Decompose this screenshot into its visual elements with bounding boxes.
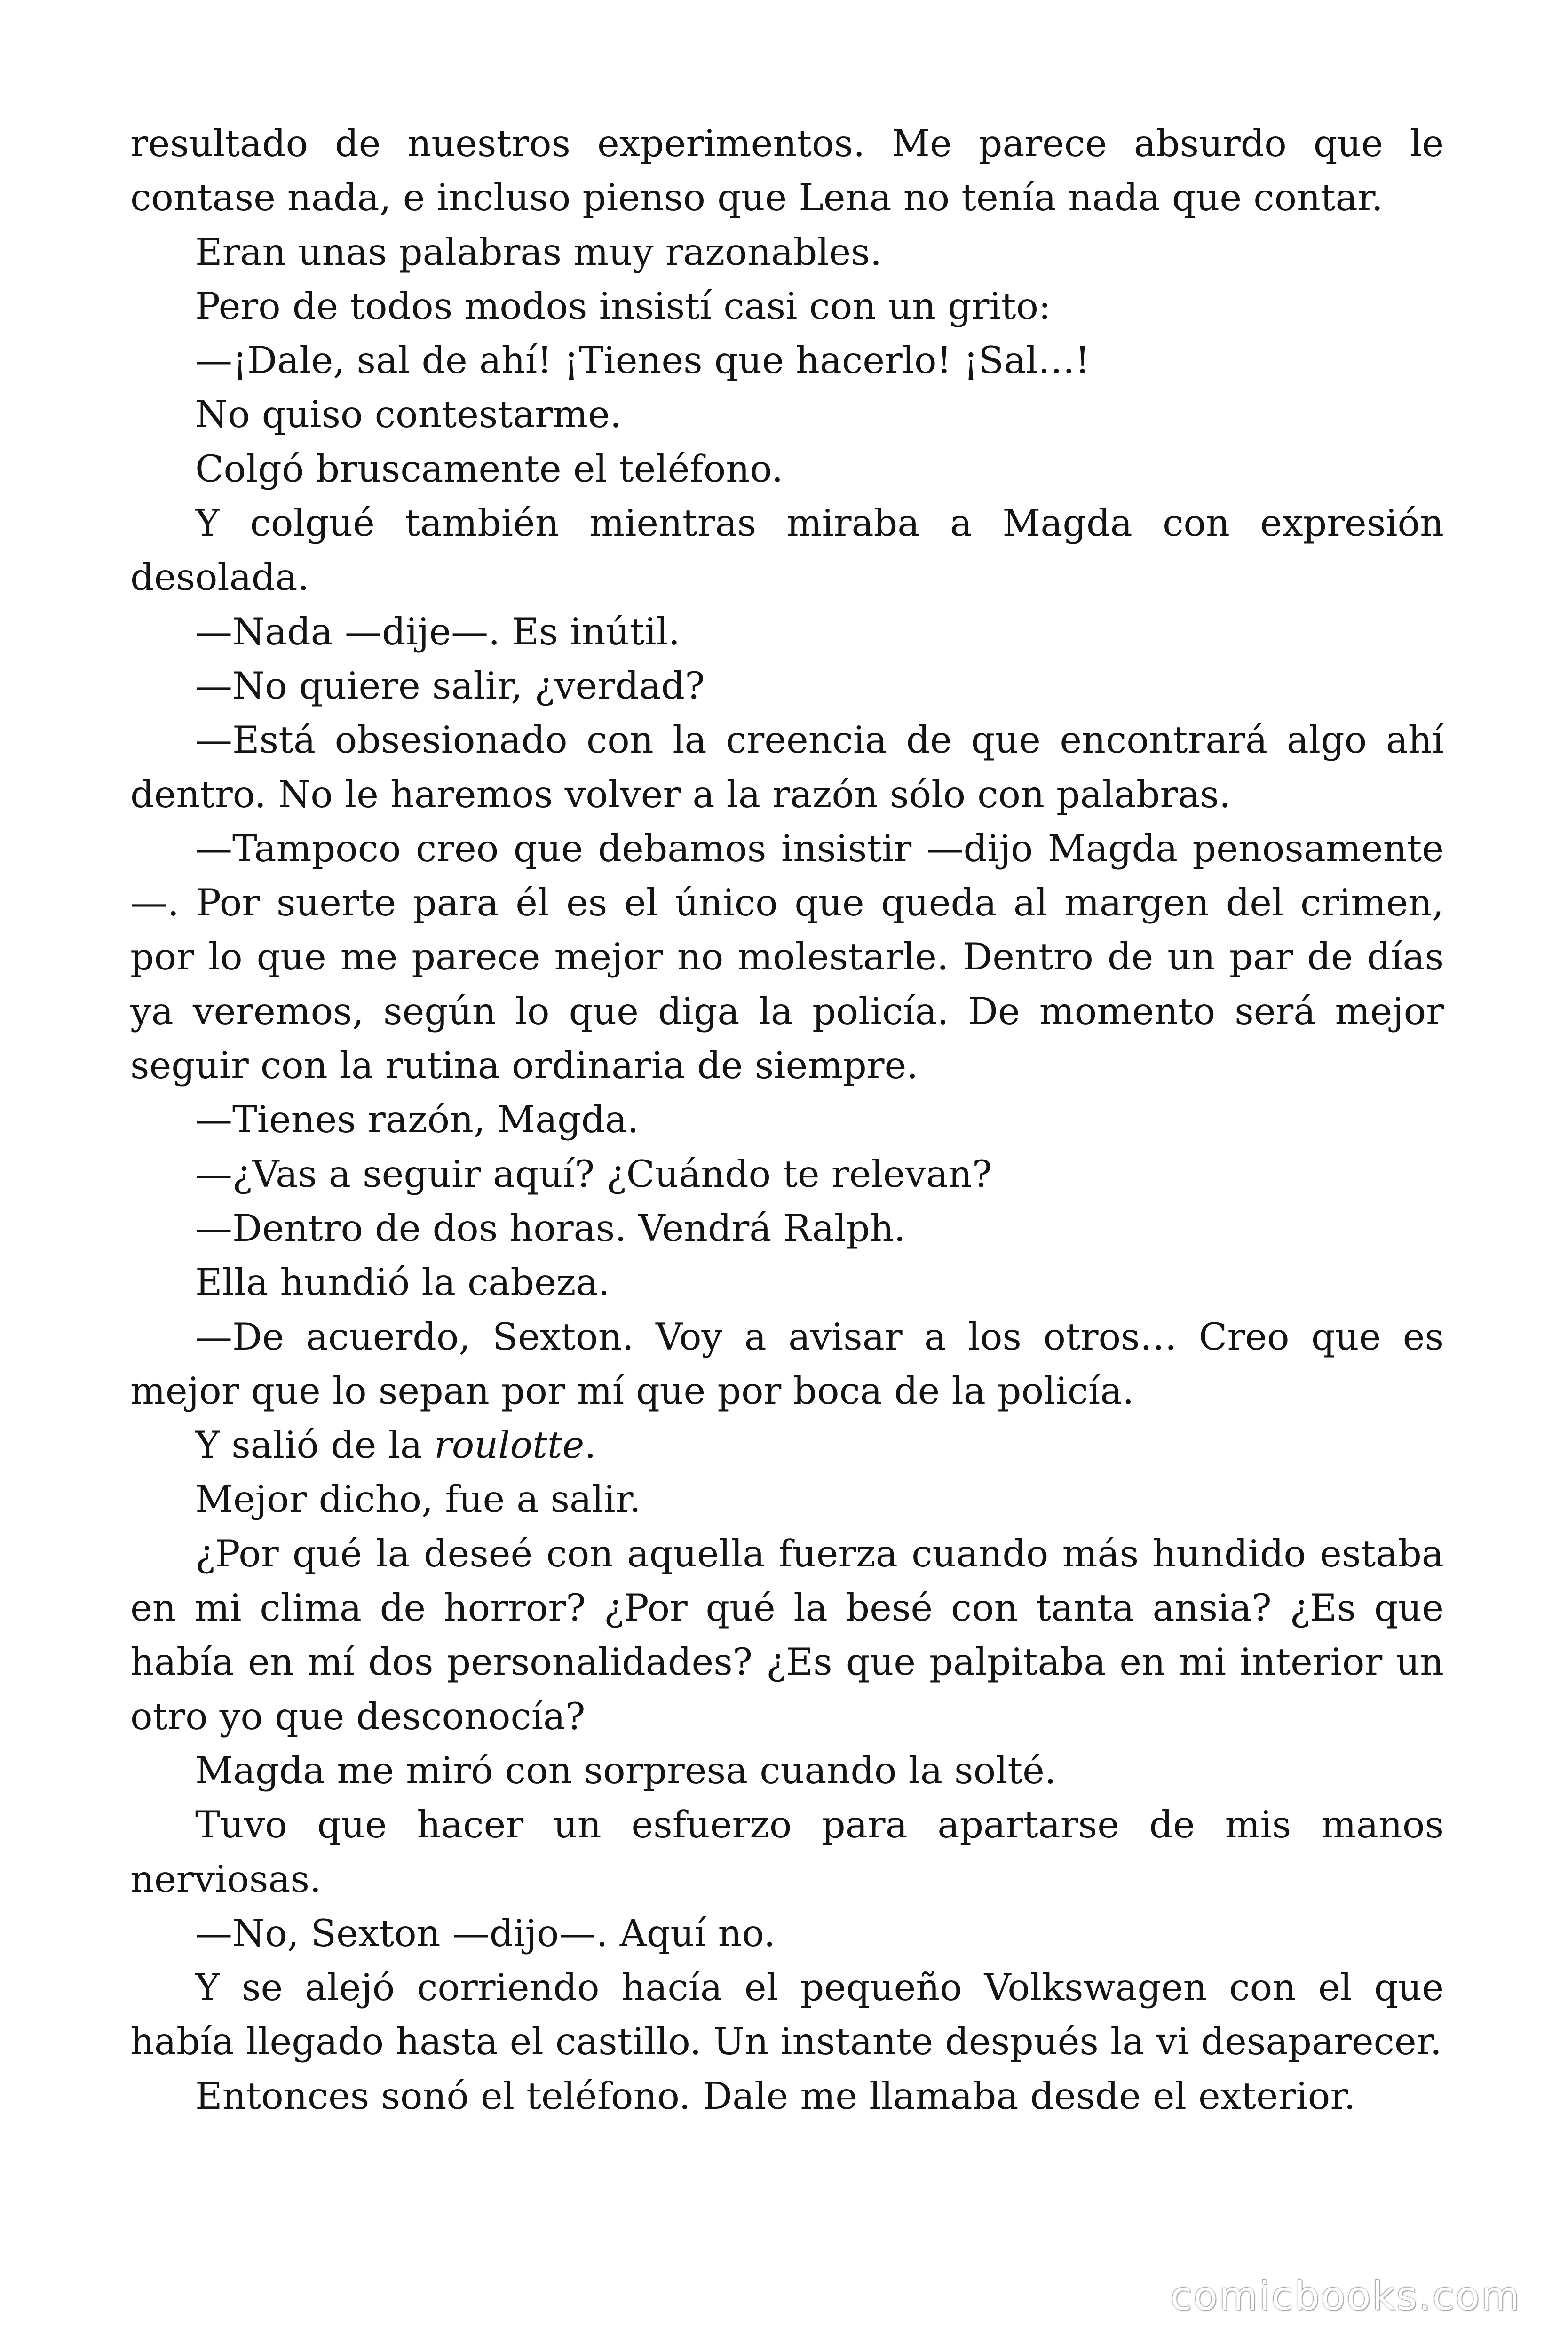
page-body-text bbox=[130, 117, 1444, 2123]
paragraph: —No, Sexton —dijo—. Aquí no. bbox=[195, 1911, 776, 1955]
paragraph: —Tampoco creo que debamos insistir —dijo Magda penosamente—. Por suerte para él es el único que queda al margen del crimen, por lo que me parece mejor no molestarle. Dentro de un par de días ya veremos, según lo que diga la policía. De momento será mejor seguir con la rutina ordinaria de siempre. bbox=[130, 826, 1444, 1088]
paragraph: No quiso contestarme. bbox=[195, 393, 622, 437]
paragraph: —Está obsesionado con la creencia de que encontrará algo ahí dentro. No le haremos volver a la razón sólo con palabras. bbox=[130, 718, 1444, 816]
paragraph: —Dentro de dos horas. Vendrá Ralph. bbox=[195, 1206, 906, 1250]
paragraph: Pero de todos modos insistí casi con un grito: bbox=[195, 284, 1051, 328]
paragraph-text: Y salió de la bbox=[195, 1423, 435, 1467]
paragraph: Ella hundió la cabeza. bbox=[195, 1261, 610, 1304]
paragraph: —¿Vas a seguir aquí? ¿Cuándo te relevan? bbox=[195, 1152, 992, 1196]
paragraph: Y colgué también mientras miraba a Magda con expresión desolada. bbox=[130, 501, 1444, 599]
paragraph: —Tienes razón, Magda. bbox=[195, 1098, 639, 1142]
italic-word: roulotte bbox=[434, 1423, 585, 1467]
paragraph: —No quiere salir, ¿verdad? bbox=[195, 664, 705, 707]
paragraph: Mejor dicho, fue a salir. bbox=[195, 1478, 641, 1521]
watermark: comicbooks.com bbox=[1170, 2273, 1521, 2319]
paragraph: Tuvo que hacer un esfuerzo para apartarse de mis manos nerviosas. bbox=[130, 1803, 1444, 1901]
paragraph: —De acuerdo, Sexton. Voy a avisar a los otros… Creo que es mejor que lo sepan por mí que por boca de la policía. bbox=[130, 1315, 1444, 1413]
paragraph-text: . bbox=[584, 1423, 596, 1467]
paragraph: Entonces sonó el teléfono. Dale me llamaba desde el exterior. bbox=[195, 2074, 1356, 2118]
paragraph: ¿Por qué la deseé con aquella fuerza cuando más hundido estaba en mi clima de horror? ¿Por qué la besé con tanta ansia? ¿Es que había en mí dos personalidades? ¿Es que palpitaba en mi interior un otro yo que desconocía? bbox=[130, 1532, 1444, 1738]
paragraph: Y se alejó corriendo hacía el pequeño Volkswagen con el que había llegado hasta el castillo. Un instante después la vi desaparecer. bbox=[130, 1966, 1444, 2064]
paragraph: —¡Dale, sal de ahí! ¡Tienes que hacerlo! ¡Sal…! bbox=[195, 339, 1090, 382]
paragraph bbox=[130, 1418, 1444, 1472]
paragraph: Magda me miró con sorpresa cuando la solté. bbox=[195, 1748, 1057, 1792]
paragraph: resultado de nuestros experimentos. Me parece absurdo que le contase nada, e incluso pienso que Lena no tenía nada que contar. bbox=[130, 122, 1444, 220]
paragraph: —Nada —dije—. Es inútil. bbox=[195, 610, 681, 653]
paragraph: Eran unas palabras muy razonables. bbox=[195, 230, 882, 274]
paragraph: Colgó bruscamente el teléfono. bbox=[195, 447, 784, 491]
